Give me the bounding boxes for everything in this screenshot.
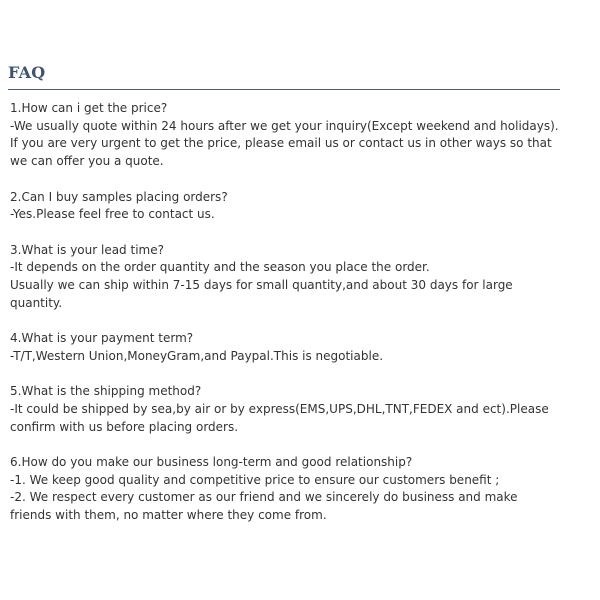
- answer-lead-time-detail: Usually we can ship within 7-15 days for small quantity,and about 30 days for large quantity.: [10, 278, 517, 310]
- question-relationship: 6.How do you make our business long-term and good relationship?: [10, 454, 413, 469]
- answer-relationship-quality: -1. We keep good quality and competitive price to ensure our customers benefit ;: [10, 472, 500, 487]
- answer-price: -We usually quote within 24 hours after we get your inquiry(Except weekend and holidays). If you are very urgent to get the price, please email us or contact us in other ways so that we can offer you a quote.: [10, 118, 563, 169]
- faq-title: FAQ: [8, 63, 46, 82]
- question-samples: 2.Can I buy samples placing orders?: [10, 189, 228, 204]
- faq-item-price: [10, 100, 563, 171]
- question-payment: 4.What is your payment term?: [10, 331, 194, 346]
- answer-relationship-respect: -2. We respect every customer as our friend and we sincerely do business and make friends with them, no matter where they come from.: [10, 490, 522, 523]
- faq-item-shipping: [10, 383, 560, 436]
- faq-item-relationship: [10, 454, 560, 525]
- question-price: 1.How can i get the price?: [10, 101, 168, 115]
- answer-shipping: -It could be shipped by sea,by air or by express(EMS,UPS,DHL,TNT,FEDEX and ect).Please confirm with us before placing orders.: [10, 401, 553, 434]
- faq-list: [10, 100, 563, 542]
- faq-header: [8, 62, 560, 90]
- faq-item-samples: [10, 189, 560, 224]
- faq-item-payment: [10, 330, 560, 365]
- question-lead-time: 3.What is your lead time?: [10, 242, 164, 257]
- answer-payment: -T/T,Western Union,MoneyGram,and Paypal.This is negotiable.: [10, 348, 384, 363]
- question-shipping: 5.What is the shipping method?: [10, 384, 202, 399]
- faq-item-lead-time: [10, 242, 560, 313]
- answer-lead-time: -It depends on the order quantity and the season you place the order.: [10, 260, 430, 275]
- answer-samples: -Yes.Please feel free to contact us.: [10, 207, 215, 222]
